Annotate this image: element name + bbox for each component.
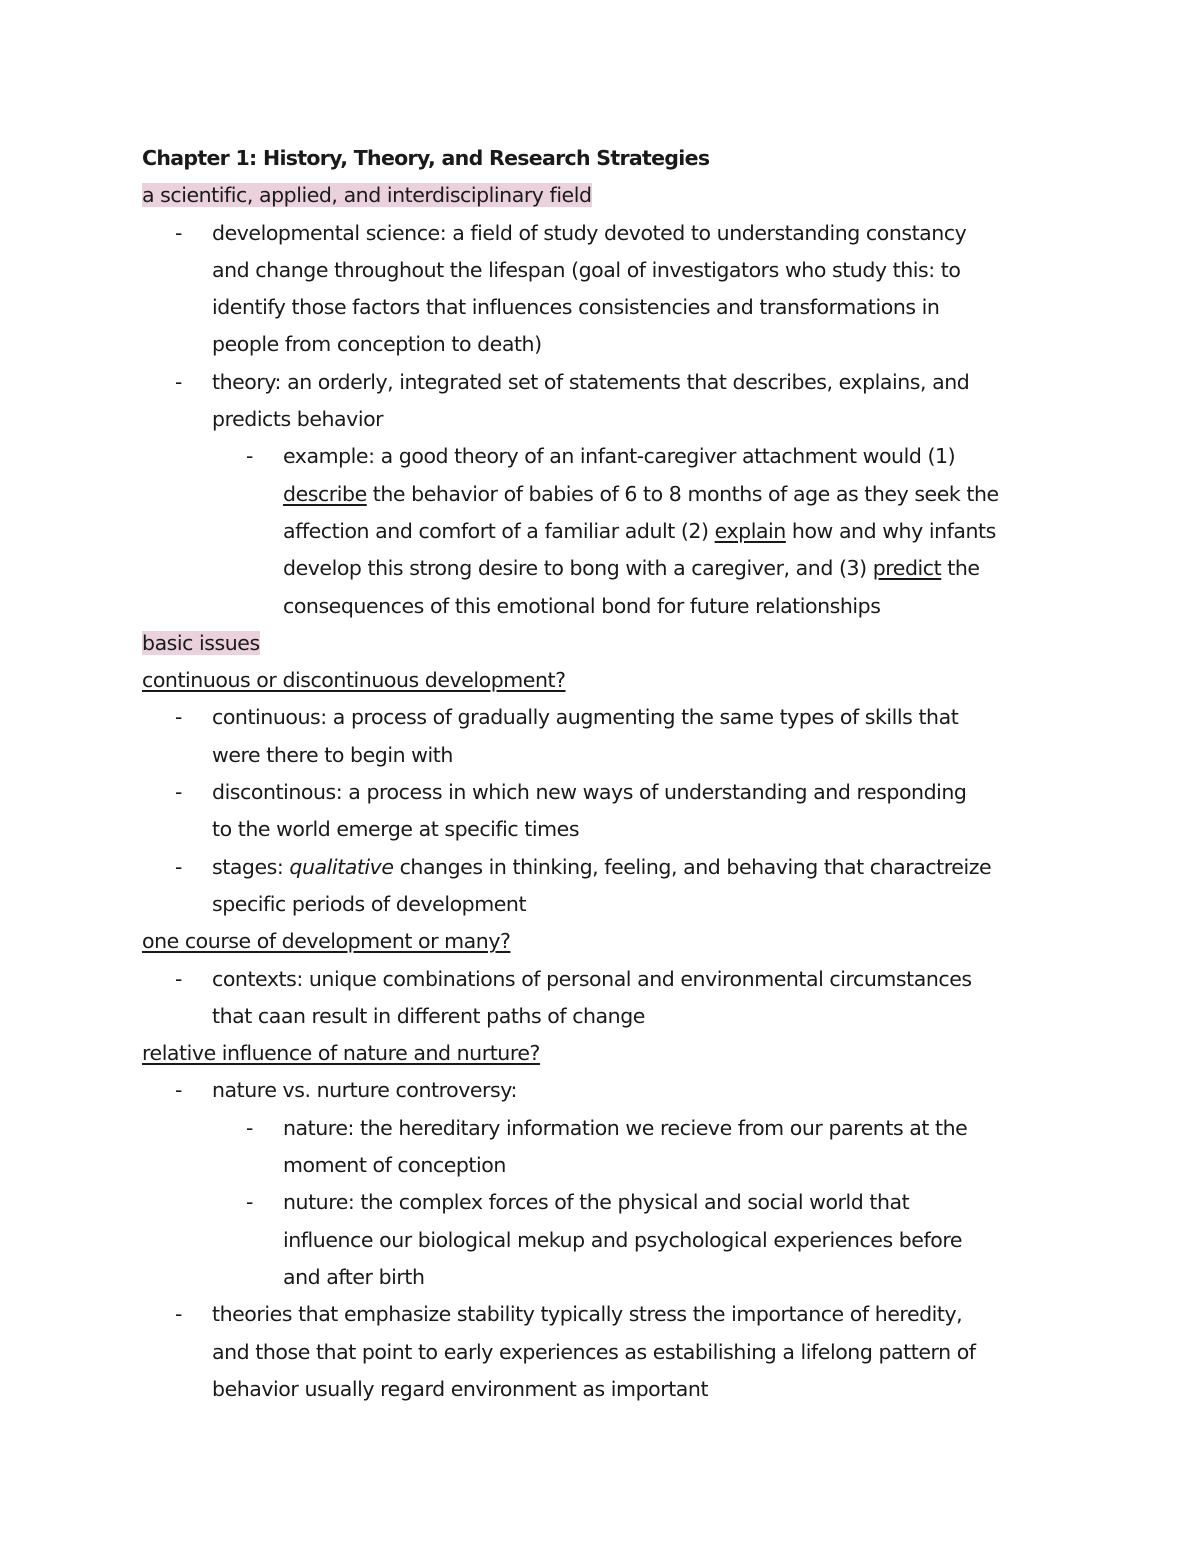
- text-line: to the world emerge at specific times: [212, 817, 580, 842]
- bullet-dash: -: [175, 220, 182, 245]
- text-line: consequences of this emotional bond for future relationships: [283, 593, 881, 618]
- section-heading: [142, 625, 1072, 662]
- text-line: developmental science: a field of study devoted to understanding constancy: [212, 220, 967, 245]
- list-item-example: [142, 438, 1072, 624]
- highlighted-heading: a scientific, applied, and interdisciplinary field: [142, 183, 592, 208]
- text-line: [283, 513, 1072, 550]
- text-line: and those that point to early experiences as estabilishing a lifelong pattern of: [212, 1339, 976, 1364]
- text-line: nuture: the complex forces of the physical and social world that: [283, 1190, 910, 1215]
- highlighted-heading: basic issues: [142, 630, 260, 655]
- text-line: example: a good theory of an infant-caregiver attachment would (1): [283, 444, 956, 469]
- text-line: and change throughout the lifespan (goal of investigators who study this: to: [212, 257, 961, 282]
- bullet-dash: -: [175, 705, 182, 730]
- bullet-dash: -: [175, 966, 182, 991]
- text-segment: affection and comfort of a familiar adult (2): [283, 518, 715, 543]
- text-line: specific periods of development: [212, 891, 527, 916]
- text-segment: the behavior of babies of 6 to 8 months of age as they seek the: [366, 481, 999, 506]
- underlined-subheading: relative influence of nature and nurture?: [142, 1041, 540, 1066]
- text-segment: the: [941, 556, 980, 581]
- list-item-stages: [142, 849, 1072, 924]
- section-heading: [142, 177, 1072, 214]
- text-line: influence our biological mekup and psychological experiences before: [283, 1227, 963, 1252]
- text-line: people from conception to death): [212, 332, 542, 357]
- bullet-dash: -: [246, 1115, 253, 1140]
- subheading: [142, 923, 1072, 960]
- text-line: moment of conception: [283, 1153, 506, 1178]
- subheading: [142, 1035, 1072, 1072]
- text-line: identify those factors that influences consistencies and transformations in: [212, 295, 940, 320]
- text-line: were there to begin with: [212, 742, 453, 767]
- text-line: discontinous: a process in which new ways of understanding and responding: [212, 780, 967, 805]
- underlined-subheading: continuous or discontinuous development?: [142, 668, 566, 693]
- page-title: Chapter 1: History, Theory, and Research Strategies: [142, 146, 710, 170]
- italic-term: qualitative: [289, 854, 394, 879]
- text-line: theory: an orderly, integrated set of statements that describes, explains, and: [212, 369, 970, 394]
- list-item-contexts: [142, 961, 1072, 1036]
- underlined-term: predict: [872, 556, 942, 581]
- text-line: contexts: unique combinations of personal and environmental circumstances: [212, 966, 972, 991]
- bullet-dash: -: [175, 854, 182, 879]
- list-item-discontinuous: [142, 774, 1072, 849]
- text-segment: changes in thinking, feeling, and behaving that charactreize: [393, 854, 992, 879]
- list-item-theories: [142, 1296, 1072, 1408]
- text-line: continuous: a process of gradually augmenting the same types of skills that: [212, 705, 959, 730]
- underlined-term: explain: [714, 518, 786, 543]
- text-line: and after birth: [283, 1264, 425, 1289]
- text-line: behavior usually regard environment as important: [212, 1376, 709, 1401]
- list-item-controversy: [142, 1072, 1072, 1109]
- text-line: that caan result in different paths of change: [212, 1003, 645, 1028]
- text-line: predicts behavior: [212, 407, 384, 432]
- text-line: nature: the hereditary information we recieve from our parents at the: [283, 1115, 968, 1140]
- document-page: [142, 140, 1072, 1408]
- text-line: [212, 849, 1072, 886]
- bullet-dash: -: [246, 444, 253, 469]
- underlined-subheading: one course of development or many?: [142, 929, 511, 954]
- text-segment: develop this strong desire to bong with a caregiver, and (3): [283, 556, 873, 581]
- list-item-continuous: [142, 699, 1072, 774]
- text-line: nature vs. nurture controversy:: [212, 1078, 517, 1103]
- bullet-dash: -: [246, 1190, 253, 1215]
- text-line: [283, 550, 1072, 587]
- bullet-dash: -: [175, 1078, 182, 1103]
- text-segment: how and why infants: [785, 518, 996, 543]
- bullet-dash: -: [175, 369, 182, 394]
- bullet-dash: -: [175, 780, 182, 805]
- subheading: [142, 662, 1072, 699]
- list-item-developmental-science: [142, 215, 1072, 364]
- bullet-dash: -: [175, 1302, 182, 1327]
- list-item-theory: [142, 364, 1072, 439]
- text-line: [283, 476, 1072, 513]
- text-line: theories that emphasize stability typically stress the importance of heredity,: [212, 1302, 963, 1327]
- list-item-nature: [142, 1110, 1072, 1185]
- list-item-nurture: [142, 1184, 1072, 1296]
- text-segment: stages:: [212, 854, 290, 879]
- underlined-term: describe: [283, 481, 367, 506]
